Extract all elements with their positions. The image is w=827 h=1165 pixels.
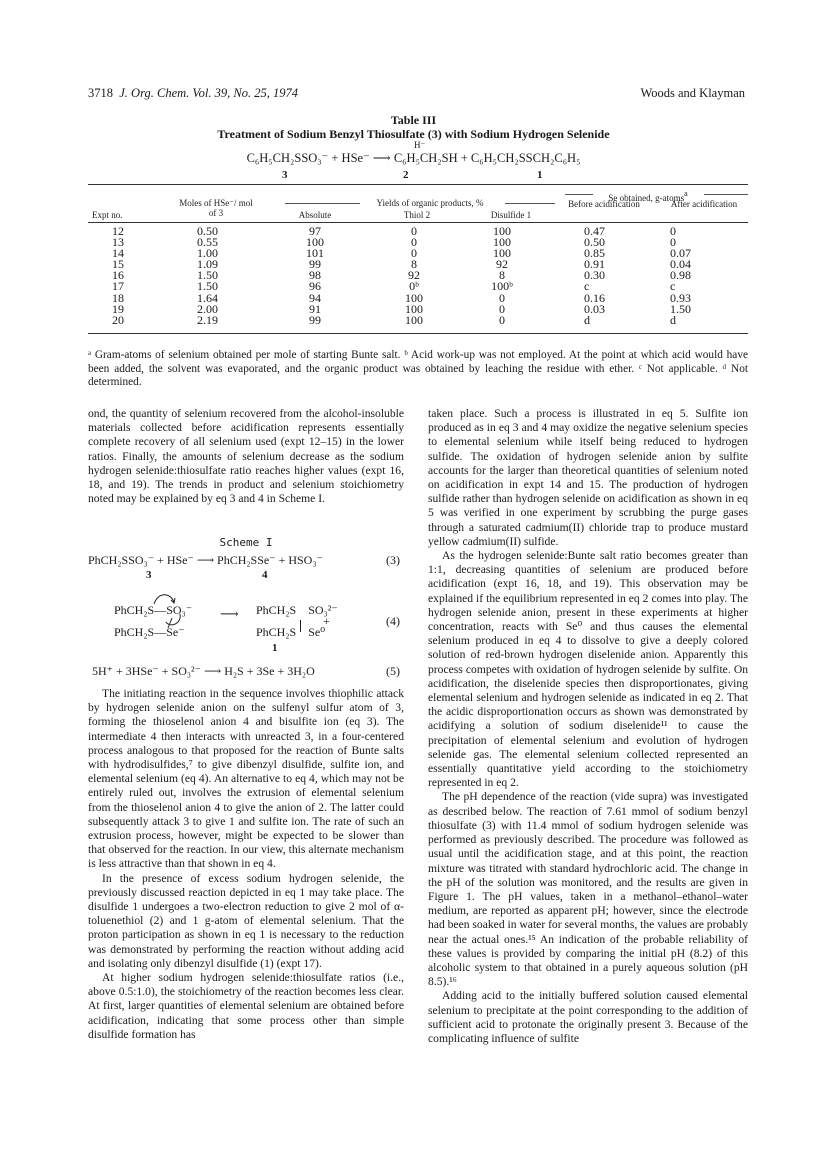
right-column — [428, 407, 748, 1046]
table-cell: 0 — [499, 312, 505, 327]
table-cell: 101 — [306, 246, 324, 261]
table-cell: 1.09 — [197, 257, 218, 272]
eq4-plus: + — [323, 614, 330, 628]
page-number: 3718 — [88, 86, 113, 100]
running-header-authors: Woods and Klayman — [640, 86, 745, 100]
table-header-rule — [88, 222, 748, 223]
table-cell: 0 — [411, 246, 417, 261]
equation-3-number: (3) — [386, 553, 400, 567]
equation-5-number: (5) — [386, 664, 400, 678]
table-cell: 0 — [411, 235, 417, 250]
column-absolute — [300, 226, 330, 326]
column-thiol — [394, 226, 434, 326]
paragraph: ond, the quantity of selenium recovered from the alcohol-insoluble materials collected before acidification represents essentially complete recovery of all selenium used (expt 12–15) in the lower ratios. Finally, the amounts of selenium decrease as the sodium hydrogen selenide:thiosulfate ratio reaches higher values (expt 16, 18, and 19). The trends in product and selenium stoichiometry noted may be explained by eq 3 and 4 in Scheme I. — [88, 407, 404, 506]
table-cell: 1.50 — [670, 301, 691, 316]
header-after: After acidification — [670, 199, 738, 209]
table-cell: 18 — [112, 290, 124, 305]
header-moles: Moles of HSe⁻/ mol of 3 — [179, 198, 253, 218]
table-cell: 8 — [499, 268, 505, 283]
table-cell: 99 — [309, 312, 321, 327]
table-cell: 2.19 — [197, 312, 218, 327]
left-column-bottom — [88, 687, 404, 1042]
header-expt-no: Expt no. — [92, 210, 123, 220]
table-cell: 0.98 — [670, 268, 691, 283]
table-footnote: ᵃ Gram-atoms of selenium obtained per mole of starting Bunte salt. ᵇ Acid work-up was not employed. At the point at which acid would have been added, the solvent was evaporated, and the organic product was obtained by leaching the residue with ether. ᶜ Not applicable. ᵈ Not determined. — [88, 349, 748, 388]
compound-label-3: 3 — [146, 569, 152, 581]
header-absolute: Absolute — [298, 210, 332, 220]
table-cell: 0 — [499, 290, 505, 305]
table-cell: 0.85 — [584, 246, 605, 261]
table-cell: 94 — [309, 290, 321, 305]
eq4-product-top: PhCH₂S SO₃²⁻ — [256, 603, 338, 617]
table-cell: 0 — [499, 301, 505, 316]
table-cell: 14 — [112, 246, 124, 261]
table-cell: 0.91 — [584, 257, 605, 272]
paragraph: In the presence of excess sodium hydrogen selenide, the previously discussed reaction depicted in eq 1 may take place. The disulfide 1 undergoes a two-electron reduction to give 2 mol of α-toluenethiol (2) and 1 g-atom of elemental selenium. That the proton participation as shown in eq 1 is necessary to the reduction was demonstrated by performing the reaction without adding acid and isolating only dibenzyl disulfide (1) (expt 17). — [88, 871, 404, 970]
equation-text: C₆H₅CH₂SSO₃⁻ + HSe⁻ ⟶ C₆H₅CH₂SH + C₆H₅CH₂SSCH₂C₆H₅ — [246, 151, 581, 165]
table-cell: 100 — [405, 301, 423, 316]
compound-number-2: 2 — [403, 169, 409, 181]
table-cell: 16 — [112, 268, 124, 283]
table-label: Table III — [390, 113, 437, 127]
table-cell: 0 — [670, 224, 676, 238]
yields-group-header: Yields of organic products, % — [376, 198, 484, 208]
paragraph: At higher sodium hydrogen selenide:thiosulfate ratios (i.e., above 0.5:1.0), the stoichiometry of the reaction becomes less clear. At first, larger quantities of elemental selenium are obtained before acidification, indicating that some process other than simple disulfide formation has — [88, 971, 404, 1041]
se-group-header: Se obtained, g-atomsa — [608, 189, 688, 203]
se-span-line-right — [704, 194, 748, 195]
journal-citation: J. Org. Chem. Vol. 39, No. 25, 1974 — [119, 86, 298, 100]
compound-label-1: 1 — [272, 642, 278, 654]
table-cell: 8 — [411, 257, 417, 272]
table-cell: d — [670, 312, 676, 327]
table-cell: 0.47 — [584, 224, 605, 238]
table-cell: 92 — [408, 268, 420, 283]
table-cell: 20 — [112, 312, 124, 327]
eq4-reactant-bottom: PhCH₂S—Se⁻ — [114, 625, 185, 639]
table-cell: 0.50 — [584, 235, 605, 250]
table-cell: 0.93 — [670, 290, 691, 305]
table-cell: 19 — [112, 301, 124, 316]
column-se-before — [584, 226, 605, 326]
table-cell: 0ᵇ — [409, 279, 419, 294]
table-heading — [0, 113, 827, 141]
table-cell: 98 — [309, 268, 321, 283]
table-cell: c — [584, 279, 590, 294]
eq4-reactant-top: PhCH₂S—SO₃⁻ — [114, 603, 193, 617]
table-cell: 0.55 — [197, 235, 218, 250]
table-cell: 12 — [112, 224, 124, 238]
table-cell: 100 — [493, 246, 511, 261]
table-cell: 0.07 — [670, 246, 691, 261]
table-cell: 96 — [309, 279, 321, 294]
table-cell: 0 — [411, 224, 417, 238]
table-cell: 92 — [496, 257, 508, 272]
table-bottom-rule — [88, 333, 748, 334]
table-cell: 0.03 — [584, 301, 605, 316]
scheme-title: Scheme I — [219, 536, 273, 549]
paragraph: The initiating reaction in the sequence involves thiophilic attack by hydrogen selenide anion on the sulfenyl sulfur atom of 3, forming the thioselenol anion 4 and bisulfite ion (eq 3). The intermediate 4 then interacts with unreacted 3, in a four-centered process analogous to that proposed for the reaction of Bunte salts with hydrodisulfides,⁷ to give dibenzyl disulfide, sulfite ion, and elemental selenium (eq 4). An alternative to eq 4, which may not be entirely ruled out, involves the extrusion of elemental selenium from the thioselenol anion 4 to give the anion of 2. The latter could subsequently attack 3 to give 1 and sulfite ion. The rate of such an extrusion process, however, might be expected to be slower than that observed for the reaction. In our view, this alternate mechanism is less attractive than that shown in eq 4. — [88, 687, 404, 871]
table-cell: 97 — [309, 224, 321, 238]
column-moles — [197, 226, 218, 326]
table-cell: 100 — [405, 312, 423, 327]
header-disulfide: Disulfide 1 — [490, 210, 532, 220]
table-cell: 17 — [112, 279, 124, 294]
column-disulfide — [482, 226, 522, 326]
paragraph: As the hydrogen selenide:Bunte salt ratio becomes greater than 1:1, decreasing quantities of selenium are produced before acidification (expt 16, 18, and 19). This observation may be explained if the equilibrium represented in eq 2 comes into play. The hydrogen selenide anion, present in these experiments at higher concentration, reacts with Se⁰ and thus causes the elemental selenium produced in eq 4 to dissolve to give a deeply colored solution of red-brown hydrogen diselenide anion. Apparently this process competes with oxidation of hydrogen selenide by sulfite. On acidification, the diselenide species then disproportionates, giving elemental selenium and hydrogen selenide as indicated in eq 2. That the acidic disproportionation occurs as shown was demonstrated by acidifying a solution of sodium diselenide¹¹ to cause the precipitation of elemental selenium and evolution of hydrogen selenide gas. The elemental selenium collected represented an essentially quantitative yield according to the stoichiometry represented in eq 2. — [428, 549, 748, 790]
table-cell: 0.50 — [197, 224, 218, 238]
table-cell: 100 — [493, 224, 511, 238]
header-thiol: Thiol 2 — [403, 210, 431, 220]
table-cell: d — [584, 312, 590, 327]
column-se-after — [670, 226, 691, 326]
table-cell: 0 — [670, 235, 676, 250]
table-cell: 13 — [112, 235, 124, 250]
header-before: Before acidification — [568, 199, 640, 209]
column-expt-no — [112, 226, 124, 326]
table-cell: 2.00 — [197, 301, 218, 316]
compound-label-4: 4 — [262, 569, 268, 581]
table-cell: 100 — [493, 235, 511, 250]
eq4-arrow-icon: ⟶ — [220, 606, 239, 621]
paragraph: The pH dependence of the reaction (vide supra) was investigated as described below. The reaction of 7.61 mmol of sodium benzyl thiosulfate (3) with 11.4 mmol of sodium hydrogen selenide was performed as previously described. The procedure was followed as usual until the acidification stage, and at this point, the reaction mixture was titrated with standard hydrochloric acid. The change in the pH of the solution was monitored, and the results are given in Figure 1. The pH values, taken in a methanol–ethanol–water medium, are reported as apparent pH; however, since the electrode had been soaked in water for several months, the values are probably near the actual ones.¹⁵ An indication of the probable reliability of these values is provided by comparing the initial pH (8.2) of this alcoholic system to that obtained in a purely aqueous solution (pH 8.5).¹⁶ — [428, 790, 748, 989]
table-cell: 100 — [405, 290, 423, 305]
paragraph: Adding acid to the initially buffered solution caused elemental selenium to precipitate at the point corresponding to the addition of sufficient acid to protonate the originally present 3. Because of the complicating influence of sulfite — [428, 989, 748, 1045]
table-cell: 0.30 — [584, 268, 605, 283]
table-top-rule — [88, 184, 748, 185]
equation-4-number: (4) — [386, 614, 400, 628]
se-span-line-left — [565, 194, 593, 195]
eq4-product-bottom: PhCH₂S Se⁰ — [256, 625, 326, 639]
equation-5: 5H⁺ + 3HSe⁻ + SO₃²⁻ ⟶ H₂S + 3Se + 3H₂O — [92, 664, 315, 678]
table-title: Treatment of Sodium Benzyl Thiosulfate (3) with Sodium Hydrogen Selenide — [217, 127, 610, 141]
table-cell: 99 — [309, 257, 321, 272]
table-cell: 1.50 — [197, 268, 218, 283]
table-cell: 100 — [306, 235, 324, 250]
table-cell: 0.16 — [584, 290, 605, 305]
arrow-label: H⁻ — [414, 140, 426, 150]
table-cell: 1.64 — [197, 290, 218, 305]
equation-3: PhCH₂SSO₃⁻ + HSe⁻ ⟶ PhCH₂SSe⁻ + HSO₃⁻ — [88, 553, 323, 567]
compound-number-3: 3 — [282, 169, 288, 181]
compound-number-1: 1 — [537, 169, 543, 181]
table-cell: 91 — [309, 301, 321, 316]
table-equation — [0, 140, 827, 166]
table-cell: 100ᵇ — [491, 279, 513, 294]
table-cell: 1.00 — [197, 246, 218, 261]
yields-span-line-right — [505, 203, 555, 204]
running-header-left — [88, 86, 298, 101]
table-cell: 0.04 — [670, 257, 691, 272]
left-column-top — [88, 407, 404, 506]
table-cell: 1.50 — [197, 279, 218, 294]
paragraph: taken place. Such a process is illustrated in eq 5. Sulfite ion produced as in eq 3 and 4 may oxidize the negative selenium species to elemental selenium while itself being reduced to hydrogen sulfide. The oxidation of hydrogen selenide anion by sulfite accounts for the larger than theoretical quantities of selenium noted on acidification in expt 14 and 15. The production of hydrogen sulfide rather than hydrogen selenide on acidification as shown in eq 5 was verified in one experiment by scrubbing the purge gases through a saturated cadmium(II) chloride trap to produce mustard yellow cadmium(II) sulfide. — [428, 407, 748, 548]
table-cell: c — [670, 279, 676, 294]
table-cell: 15 — [112, 257, 124, 272]
yields-span-line-left — [285, 203, 360, 204]
